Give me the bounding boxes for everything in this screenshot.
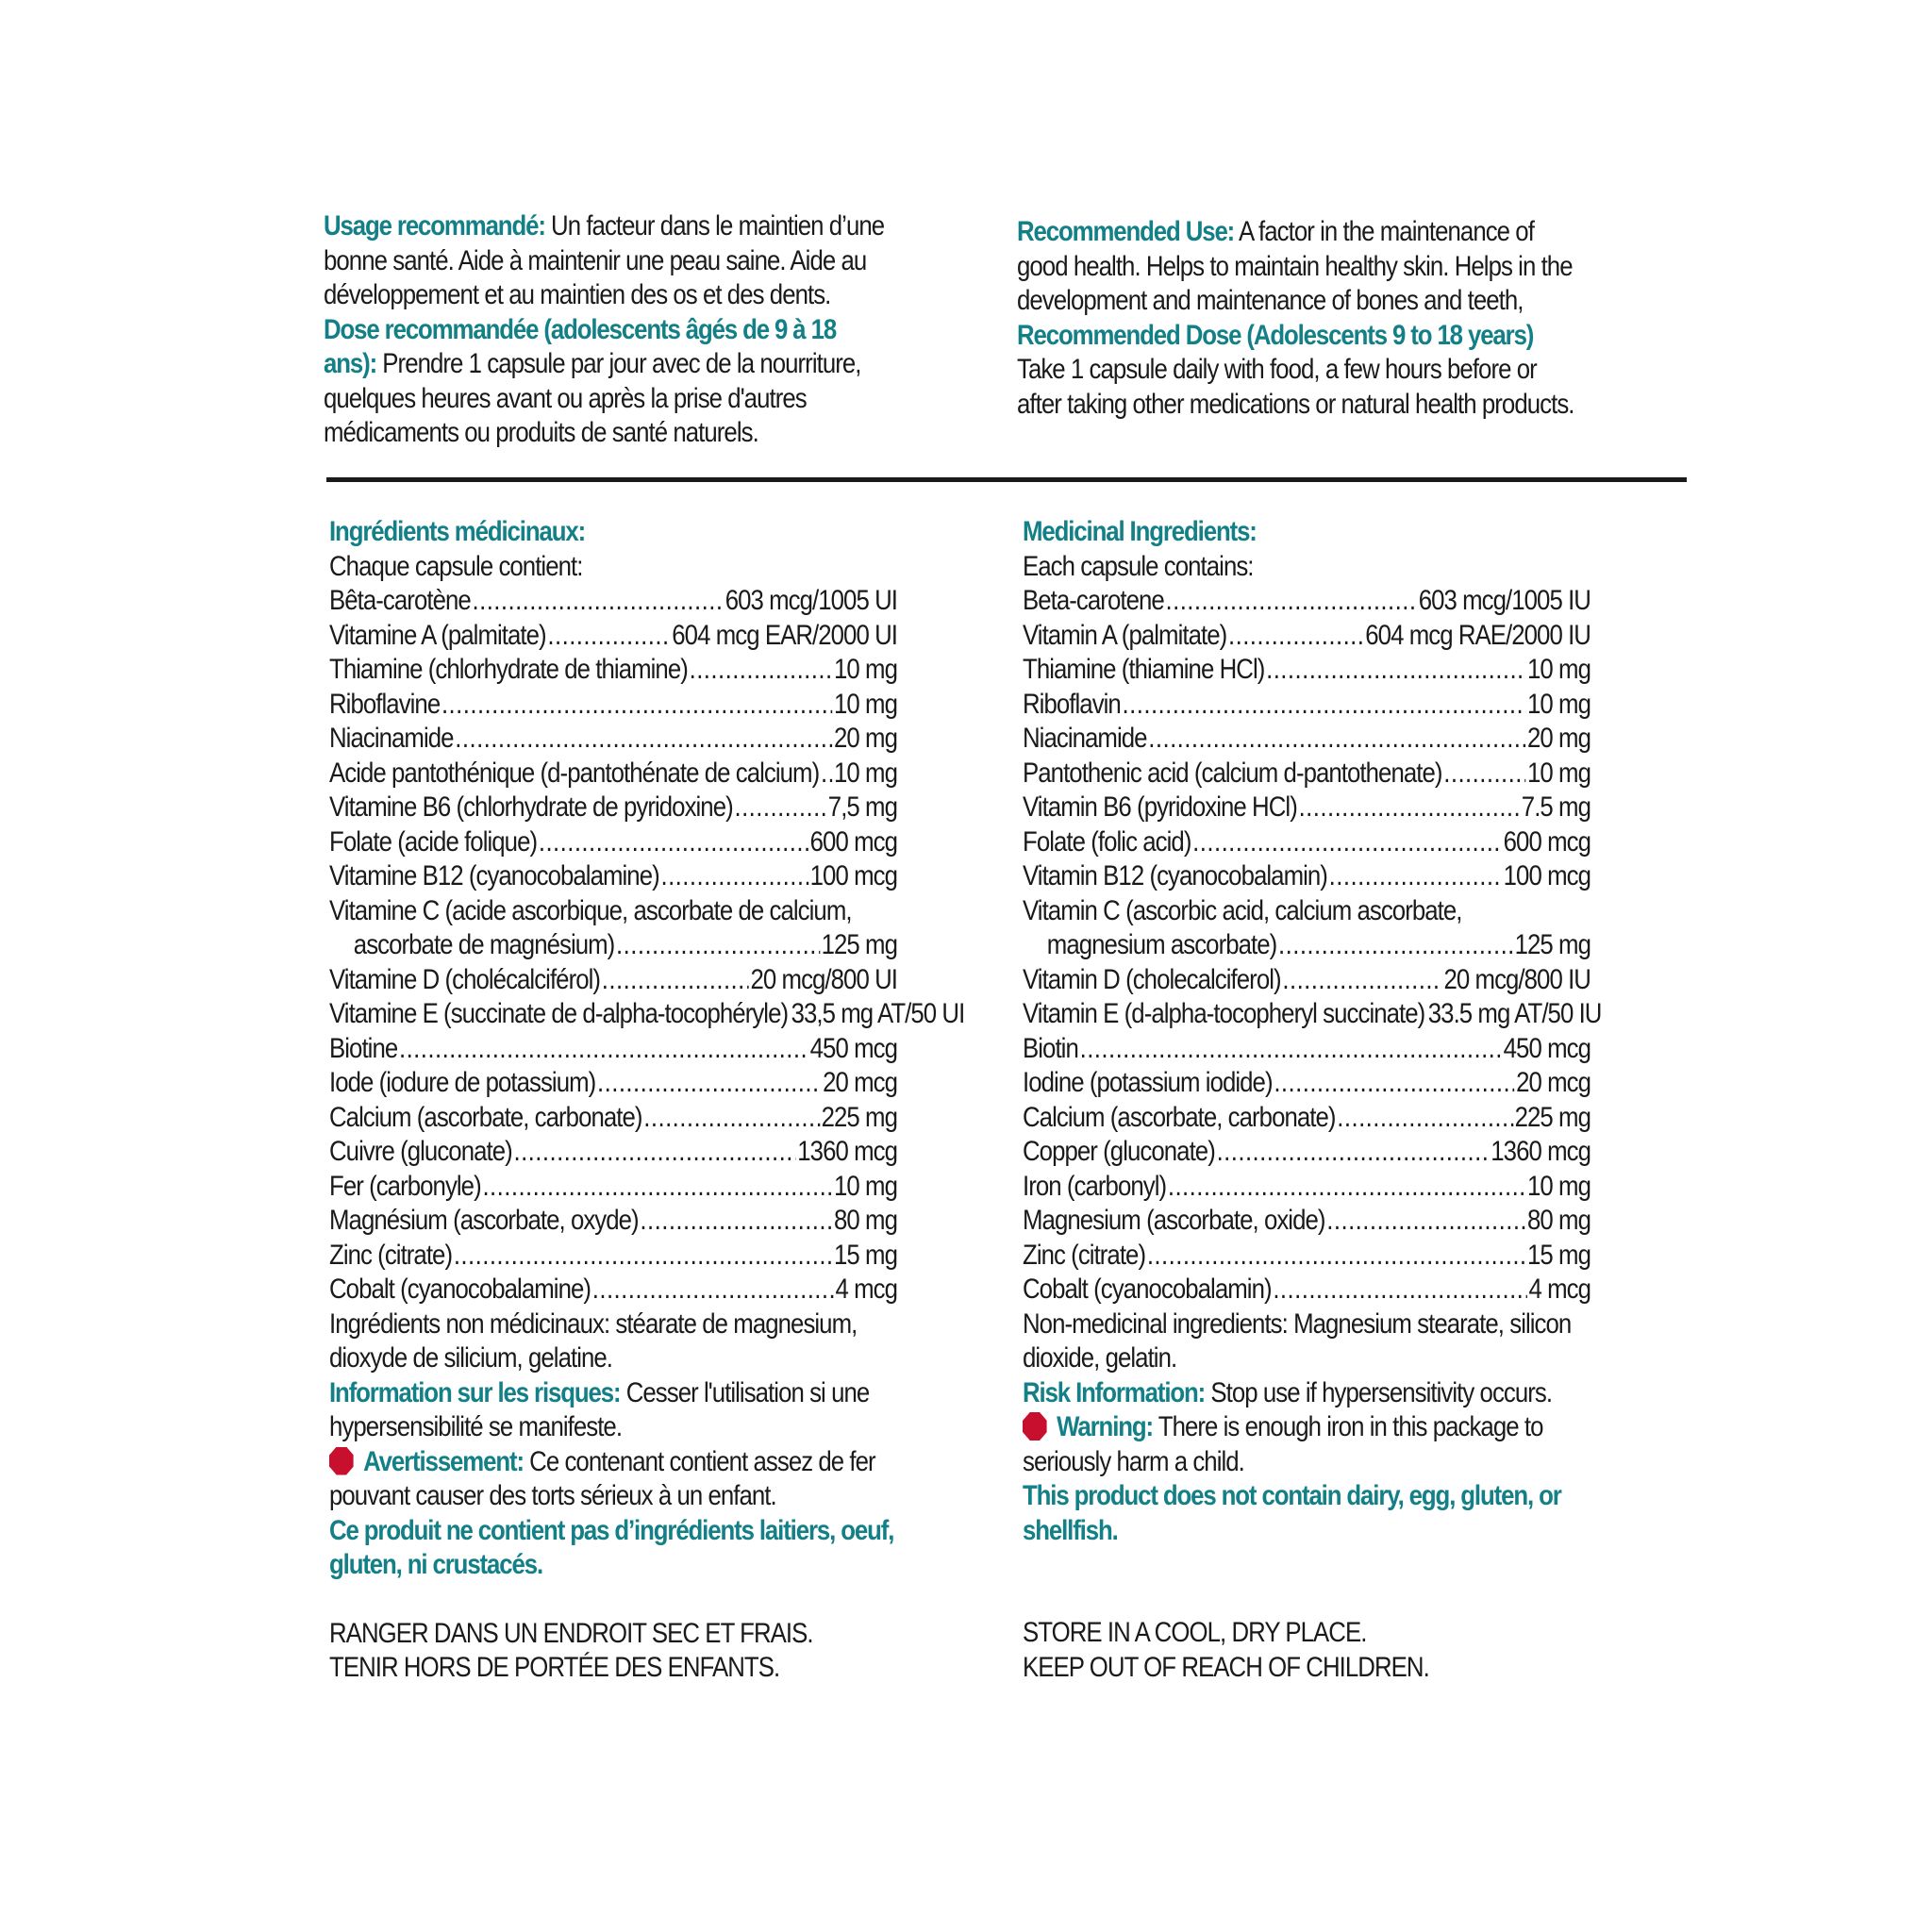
ingredient-name: Vitamin E (d-alpha-tocopheryl succinate) [1023, 998, 1425, 1029]
ingredient-value: 10 mg [834, 1170, 897, 1202]
ingredient-value: 20 mcg/800 UI [750, 963, 897, 995]
ingredient-name: Zinc (citrate) [329, 1239, 453, 1271]
dot-leader [1326, 1204, 1525, 1239]
dot-leader [513, 1135, 795, 1170]
ingredient-name: Vitamine A (palmitate) [329, 619, 546, 651]
dot-leader [1282, 963, 1441, 998]
en-ingredients-column [1023, 515, 1602, 1685]
ingredient-value: 33.5 mg AT/50 IU [1427, 998, 1602, 1029]
en-vitamin-c-line1 [1023, 894, 1591, 929]
fr-warning-label: Avertissement: [363, 1445, 524, 1477]
en-dose-text: Take 1 capsule daily with food, a few hours before or after taking other medications or natural health products. [1017, 354, 1574, 420]
ingredient-name: Vitamin A (palmitate) [1023, 619, 1227, 651]
ingredient-value: 603 mcg/1005 UI [724, 585, 897, 616]
ingredient-name: magnesium ascorbate) [1046, 929, 1277, 960]
ingredient-value: 80 mg [1527, 1205, 1591, 1236]
ingredient-row [329, 688, 897, 723]
en-non-medicinal: Non-medicinal ingredients: Magnesium stearate, silicon dioxide, gelatin. [1023, 1307, 1572, 1374]
ingredient-value: 603 mcg/1005 IU [1418, 585, 1591, 616]
ingredient-name: Riboflavin [1023, 688, 1121, 720]
fr-recommended-dose [324, 313, 891, 451]
ingredient-row [329, 825, 897, 860]
ingredient-name: Vitamine D (cholécalciférol) [329, 963, 601, 995]
ingredient-name: Cobalt (cyanocobalamine) [329, 1274, 591, 1305]
ingredient-value: 604 mcg RAE/2000 IU [1365, 619, 1591, 651]
stop-sign-icon [1023, 1412, 1047, 1441]
dot-leader [1337, 1101, 1513, 1136]
ingredient-value: 600 mcg [809, 825, 897, 858]
en-allergen-statement: This product does not contain dairy, egg, gluten, or shellfish. [1023, 1480, 1561, 1546]
ingredient-row [329, 1135, 897, 1170]
ingredient-value: 600 mcg [1503, 825, 1591, 858]
ingredient-name: Folate (acide folique) [329, 825, 538, 858]
dot-leader [592, 1273, 834, 1307]
fr-storage-line2: TENIR HORS DE PORTÉE DES ENFANTS. [329, 1652, 780, 1683]
ingredient-value: 10 mg [1527, 757, 1591, 789]
ingredient-row [329, 1273, 897, 1307]
ingredient-name: Vitamin B12 (cyanocobalamin) [1023, 860, 1327, 891]
en-recommended-dose [1017, 319, 1585, 423]
ingredient-value: 20 mcg/800 IU [1443, 963, 1591, 995]
ingredient-value: 7,5 mg [827, 791, 897, 823]
ingredient-name: Thiamine (chlorhydrate de thiamine) [329, 654, 688, 685]
en-storage-line2: KEEP OUT OF REACH OF CHILDREN. [1023, 1651, 1429, 1683]
dot-leader [1192, 825, 1502, 860]
dot-leader [1443, 757, 1525, 791]
fr-ingredient-list-2 [329, 963, 965, 1307]
ingredient-row [1023, 1032, 1591, 1067]
dot-leader [734, 791, 826, 825]
ingredient-value: 15 mg [1527, 1239, 1591, 1271]
dot-leader [1278, 928, 1513, 963]
ingredient-name: Calcium (ascorbate, carbonate) [329, 1101, 642, 1133]
en-usage-label: Recommended Use: [1017, 216, 1235, 247]
en-risk-label: Risk Information: [1023, 1376, 1206, 1408]
ingredient-row [1023, 688, 1591, 723]
dot-leader [1147, 1239, 1525, 1274]
ingredient-row [329, 722, 897, 757]
fr-warning [329, 1445, 897, 1514]
fr-non-medicinal: Ingrédients non médicinaux: stéarate de magnesium, dioxyde de silicium, gelatine. [329, 1307, 858, 1374]
dot-leader [640, 1204, 832, 1239]
ingredient-row [329, 1239, 897, 1274]
ingredient-value: 125 mg [1514, 929, 1591, 960]
fr-dose-text: Prendre 1 capsule par jour avec de la nourriture, quelques heures avant ou après la prise d'autres médicaments ou produits de santé naturels. [324, 348, 861, 448]
ingredient-value: 4 mcg [1528, 1274, 1591, 1305]
fr-ingredients-column [329, 515, 965, 1686]
dot-leader [602, 963, 749, 998]
dot-leader [1168, 1170, 1525, 1205]
ingredient-name: Iodine (potassium iodide) [1023, 1067, 1273, 1098]
ingredient-name: Iron (carbonyl) [1023, 1170, 1167, 1202]
ingredient-value: 1360 mcg [1491, 1136, 1591, 1167]
ingredient-value: 10 mg [1527, 688, 1591, 720]
ingredient-row [329, 791, 897, 825]
ingredient-row [329, 1101, 897, 1136]
section-divider [326, 477, 1687, 482]
dot-leader [597, 1066, 821, 1101]
en-vitamin-c-label: Vitamin C (ascorbic acid, calcium ascorbate, [1023, 894, 1462, 926]
en-usage-text: A factor in the maintenance of good health. Helps to maintain healthy skin. Helps in the development and maintenance of bones and teeth, [1017, 216, 1573, 316]
dot-leader [660, 859, 808, 894]
ingredient-name: Folate (folic acid) [1023, 825, 1191, 858]
fr-usage-block [324, 209, 891, 451]
dot-leader [643, 1101, 820, 1136]
ingredient-name: Bêta-carotène [329, 585, 471, 616]
dot-leader [547, 619, 670, 654]
dot-leader [539, 825, 808, 860]
en-risk-text: Stop use if hypersensitivity occurs. [1205, 1376, 1553, 1408]
ingredient-value: 125 mg [821, 929, 897, 960]
ingredient-row [1023, 584, 1591, 619]
ingredient-value: 10 mg [1527, 1170, 1591, 1202]
en-warning [1023, 1410, 1591, 1479]
en-capsule-contains: Each capsule contains: [1023, 550, 1254, 582]
ingredient-value: 604 mcg EAR/2000 UI [672, 619, 897, 651]
ingredient-name: Vitamin D (cholecalciferol) [1023, 963, 1281, 995]
dot-leader [1299, 791, 1520, 825]
ingredient-row [1023, 619, 1591, 654]
ingredient-name: Vitamine B6 (chlorhydrate de pyridoxine) [329, 791, 733, 823]
ingredient-row [329, 1066, 897, 1101]
ingredient-name: Vitamin B6 (pyridoxine HCl) [1023, 791, 1297, 823]
fr-usage-text: Un facteur dans le maintien d’une bonne santé. Aide à maintenir une peau saine. Aide au développement et au maintien des os et des dents. [324, 210, 885, 310]
ingredient-row [329, 928, 897, 963]
en-ingredient-list [1023, 584, 1591, 894]
ingredient-value: 450 mcg [809, 1032, 897, 1064]
ingredient-value: 10 mg [834, 757, 897, 789]
ingredient-name: Beta-carotene [1023, 585, 1164, 616]
ingredient-value: 450 mcg [1503, 1032, 1591, 1064]
fr-recommended-use [324, 209, 891, 313]
ingredient-row [1023, 1066, 1591, 1101]
dot-leader [690, 653, 833, 688]
ingredient-name: Iode (iodure de potassium) [329, 1067, 596, 1098]
dot-leader [1274, 1066, 1514, 1101]
ingredient-value: 20 mg [834, 723, 897, 754]
ingredient-value: 10 mg [1527, 654, 1591, 685]
ingredient-name: Biotin [1023, 1032, 1078, 1064]
ingredient-name: Thiamine (thiamine HCl) [1023, 654, 1265, 685]
ingredient-row [329, 963, 897, 998]
dot-leader [1080, 1032, 1502, 1067]
en-recommended-use [1017, 215, 1585, 319]
stop-sign-icon [329, 1447, 354, 1475]
ingredient-name: Magnésium (ascorbate, oxyde) [329, 1205, 639, 1236]
ingredient-name: Calcium (ascorbate, carbonate) [1023, 1101, 1336, 1133]
ingredient-name: Acide pantothénique (d-pantothénate de calcium) [329, 757, 820, 789]
ingredient-name: Fer (carbonyle) [329, 1170, 481, 1202]
ingredient-value: 4 mcg [835, 1274, 897, 1305]
ingredient-row [1023, 1135, 1591, 1170]
ingredient-value: 7.5 mg [1521, 791, 1591, 823]
ingredient-row [1023, 1101, 1591, 1136]
ingredient-name: Zinc (citrate) [1023, 1239, 1146, 1271]
ingredient-row [1023, 963, 1591, 998]
dot-leader [472, 584, 723, 619]
en-warning-label: Warning: [1057, 1411, 1154, 1442]
ingredient-name: Riboflavine [329, 688, 441, 720]
dot-leader [399, 1032, 808, 1067]
ingredient-name: Biotine [329, 1032, 398, 1064]
ingredient-row [1023, 825, 1591, 860]
en-warning-text: There is enough iron in this package to seriously harm a child. [1023, 1411, 1543, 1477]
ingredient-row [329, 584, 897, 619]
ingredient-row [1023, 1170, 1591, 1205]
ingredient-row [329, 757, 897, 791]
dot-leader [441, 688, 832, 723]
ingredient-name: Copper (gluconate) [1023, 1136, 1215, 1167]
en-storage-line1: STORE IN A COOL, DRY PLACE. [1023, 1617, 1367, 1648]
ingredient-row [1023, 757, 1591, 791]
ingredient-value: 10 mg [834, 654, 897, 685]
fr-risk-information [329, 1376, 897, 1445]
ingredient-value: 20 mg [1527, 723, 1591, 754]
dot-leader [1228, 619, 1364, 654]
ingredient-row [329, 653, 897, 688]
ingredient-value: 1360 mcg [797, 1136, 897, 1167]
ingredient-row [1023, 859, 1591, 894]
ingredient-value: 15 mg [834, 1239, 897, 1271]
dot-leader [1266, 653, 1525, 688]
dot-leader [1329, 859, 1502, 894]
fr-warning-text: Ce contenant contient assez de fer pouvant causer des torts sérieux à un enfant. [329, 1445, 875, 1511]
ingredient-name: Cuivre (gluconate) [329, 1136, 512, 1167]
ingredient-row [329, 1032, 897, 1067]
en-dose-label: Recommended Dose (Adolescents 9 to 18 years) [1017, 319, 1534, 351]
ingredient-row [329, 1204, 897, 1239]
ingredient-name: Vitamine B12 (cyanocobalamine) [329, 860, 659, 891]
ingredient-row [329, 997, 965, 1032]
ingredient-name: Vitamine E (succinate de d-alpha-tocophéryle) [329, 998, 789, 1029]
fr-risk-label: Information sur les risques: [329, 1376, 621, 1408]
ingredient-name: Pantothenic acid (calcium d-pantothenate) [1023, 757, 1442, 789]
ingredient-value: 20 mcg [1516, 1067, 1591, 1098]
ingredient-row [1023, 1204, 1591, 1239]
dot-leader [1165, 584, 1416, 619]
ingredient-row [329, 619, 897, 654]
ingredient-name: Cobalt (cyanocobalamin) [1023, 1274, 1272, 1305]
en-risk-information [1023, 1376, 1591, 1411]
ingredient-value: 100 mcg [809, 860, 897, 891]
ingredient-value: 80 mg [834, 1205, 897, 1236]
dot-leader [1123, 688, 1526, 723]
ingredient-row [1023, 928, 1591, 963]
en-ingredient-list-2 [1023, 963, 1602, 1307]
en-usage-block [1017, 215, 1585, 422]
ingredient-row [1023, 1239, 1591, 1274]
ingredient-value: 225 mg [1514, 1101, 1591, 1133]
ingredient-value: 20 mcg [823, 1067, 897, 1098]
ingredient-row [1023, 791, 1591, 825]
fr-allergen-statement: Ce produit ne contient pas d’ingrédients laitiers, oeuf, gluten, ni crustacés. [329, 1514, 894, 1580]
ingredient-name: Niacinamide [1023, 723, 1147, 754]
dot-leader [455, 722, 832, 757]
fr-ingredient-list [329, 584, 897, 894]
fr-capsule-contains: Chaque capsule contient: [329, 550, 583, 582]
fr-vitamin-c-line1 [329, 894, 897, 929]
ingredient-name: ascorbate de magnésium) [353, 929, 615, 960]
dot-leader [1148, 722, 1525, 757]
ingredient-value: 100 mcg [1503, 860, 1591, 891]
fr-usage-label: Usage recommandé: [324, 210, 545, 242]
ingredient-row [329, 859, 897, 894]
dot-leader [482, 1170, 832, 1205]
fr-vitamin-c-label: Vitamine C (acide ascorbique, ascorbate de calcium, [329, 894, 852, 926]
ingredient-row [1023, 1273, 1591, 1307]
ingredient-row [329, 1170, 897, 1205]
dot-leader [1273, 1273, 1526, 1307]
ingredient-value: 10 mg [834, 688, 897, 720]
dot-leader [616, 928, 820, 963]
ingredient-row [1023, 997, 1602, 1032]
ingredient-name: Niacinamide [329, 723, 454, 754]
fr-dose-label: Dose recommandée (adolescents âgés de 9 à 18 ans): [324, 313, 837, 379]
fr-ingredients-title: Ingrédients médicinaux: [329, 516, 586, 547]
fr-risk-text: Cesser l'utilisation si une hypersensibilité se manifeste. [329, 1376, 870, 1442]
dot-leader [1217, 1135, 1490, 1170]
fr-storage-line1: RANGER DANS UN ENDROIT SEC ET FRAIS. [329, 1617, 813, 1649]
ingredient-value: 33,5 mg AT/50 UI [791, 998, 965, 1029]
ingredient-row [1023, 653, 1591, 688]
dot-leader [454, 1239, 832, 1274]
ingredient-name: Magnesium (ascorbate, oxide) [1023, 1205, 1325, 1236]
dot-leader [821, 757, 832, 791]
ingredient-value: 225 mg [821, 1101, 897, 1133]
en-ingredients-title: Medicinal Ingredients: [1023, 516, 1257, 547]
ingredient-row [1023, 722, 1591, 757]
